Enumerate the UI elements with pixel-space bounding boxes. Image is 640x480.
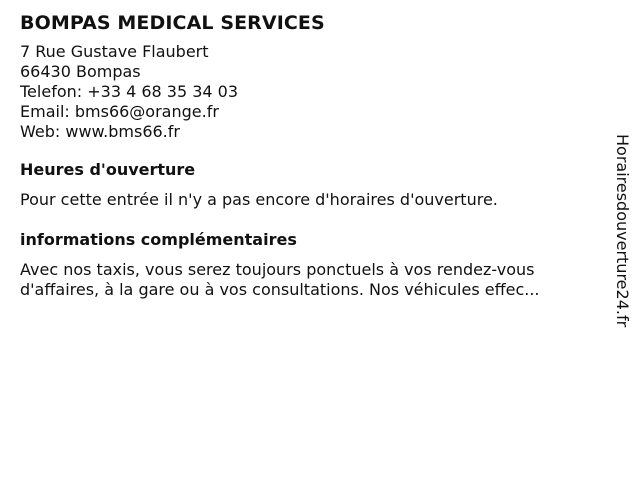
watermark-text: Horairesdouverture24.fr <box>613 134 632 328</box>
business-name: BOMPAS MEDICAL SERVICES <box>20 12 325 34</box>
additional-info-heading: informations complémentaires <box>20 230 297 249</box>
opening-hours-text: Pour cette entrée il n'y a pas encore d'horaires d'ouverture. <box>20 190 498 209</box>
additional-info-line-1: Avec nos taxis, vous serez toujours ponctuels à vos rendez-vous <box>20 260 535 279</box>
email-line: Email: bms66@orange.fr <box>20 102 219 121</box>
opening-hours-heading: Heures d'ouverture <box>20 160 196 179</box>
address-postal-city: 66430 Bompas <box>20 62 141 81</box>
additional-info-text <box>20 260 600 300</box>
contact-block <box>20 42 600 142</box>
web-line: Web: www.bms66.fr <box>20 122 180 141</box>
site-watermark <box>612 134 636 344</box>
address-street: 7 Rue Gustave Flaubert <box>20 42 209 61</box>
additional-info-line-2: d'affaires, à la gare ou à vos consultations. Nos véhicules effec... <box>20 280 540 299</box>
business-card <box>20 10 600 300</box>
phone-line: Telefon: +33 4 68 35 34 03 <box>20 82 239 101</box>
